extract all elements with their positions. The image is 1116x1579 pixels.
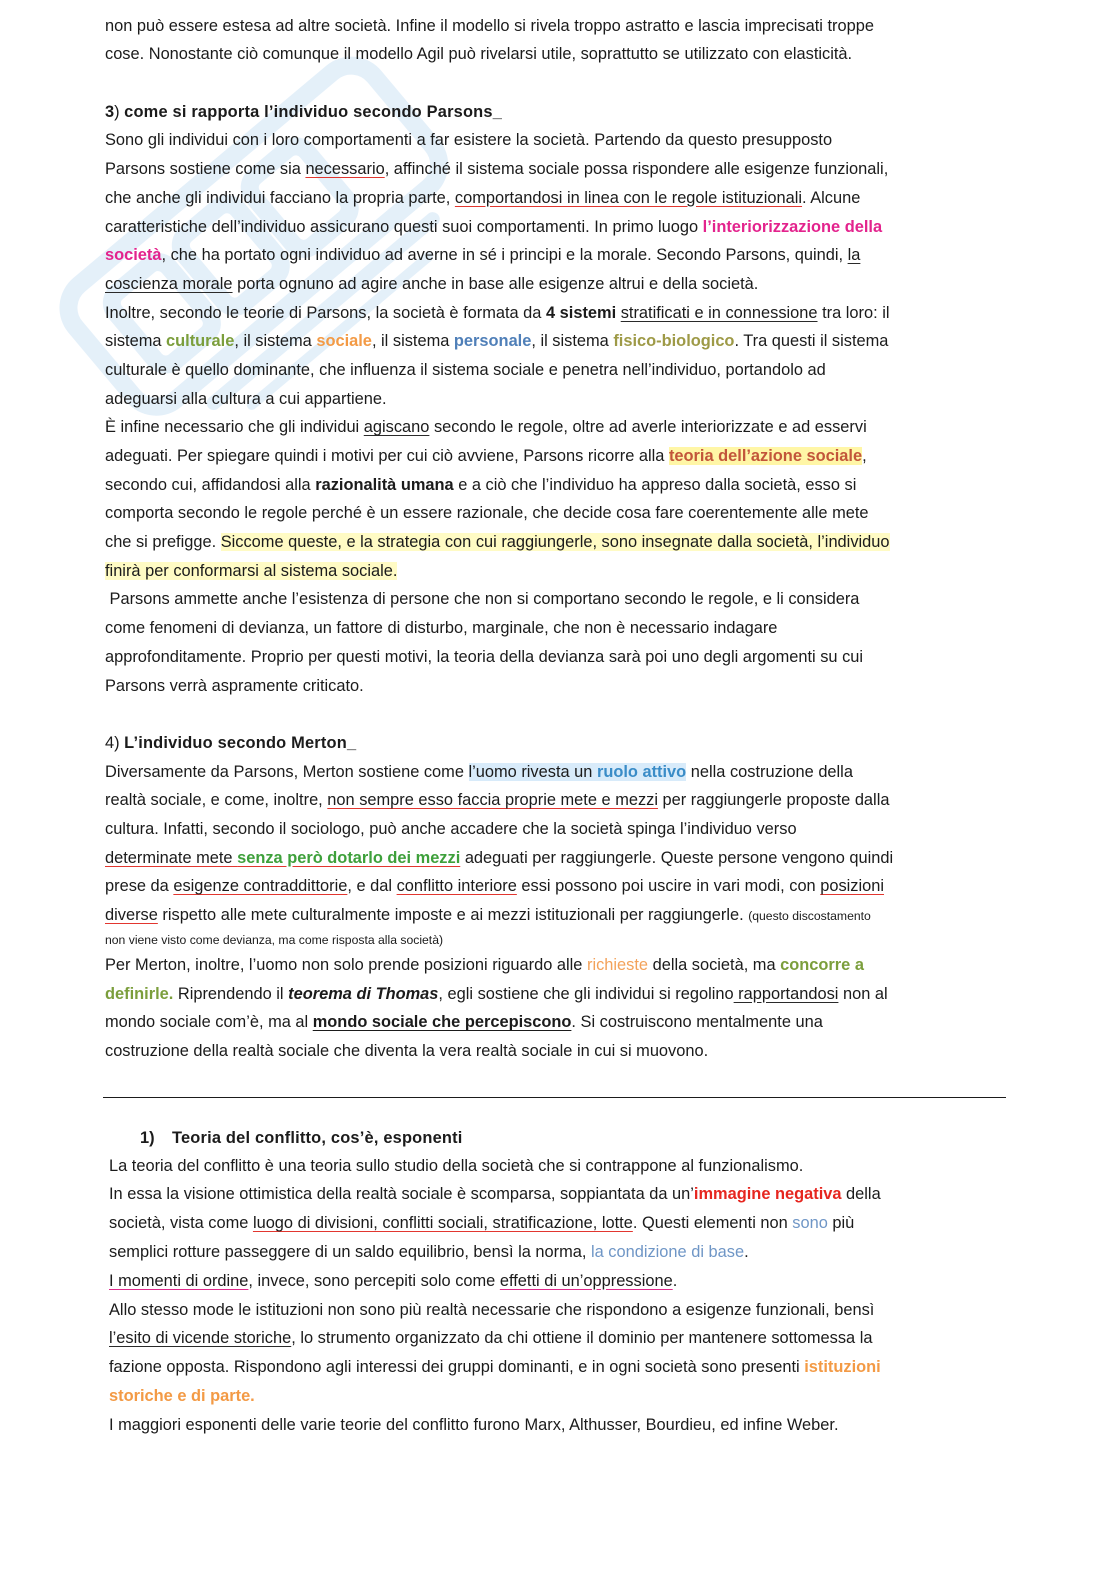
- text-line: [105, 815, 893, 844]
- text-run: Riprendendo il: [173, 984, 289, 1003]
- underlined-text: la: [847, 246, 861, 265]
- text-run: Allo stesso mode le istituzioni non sono più realtà necessarie che rispondono a esigenze funzionali, bensì: [109, 1300, 875, 1319]
- blank-line: [105, 69, 893, 98]
- text-run: secondo le regole, oltre ad averle interiorizzate e ad esservi: [429, 418, 867, 437]
- text-line: [105, 241, 893, 270]
- yellow-highlighted-text: finirà per conformarsi al sistema sociale.: [105, 561, 398, 580]
- magenta-emphasis: società: [105, 246, 162, 265]
- text-line: [105, 1037, 893, 1066]
- text-line: [109, 1324, 881, 1353]
- text-run: prese da: [105, 877, 174, 896]
- text-run: , il sistema: [531, 332, 614, 351]
- text-run: e a ciò che l’individuo ha appreso dalla società, esso si: [453, 475, 857, 494]
- text-run: che anche gli individui facciano la propria parte,: [105, 188, 455, 207]
- text-line: [105, 442, 893, 471]
- section-conflict-theory: [109, 1152, 881, 1440]
- section-heading: L’individuo secondo Merton_: [124, 733, 357, 752]
- text-line: [105, 729, 893, 758]
- text-run: porta ognuno ad agire anche in base alle esigenze altrui e della società.: [232, 274, 759, 293]
- text-run: Sono gli individui con i loro comportamenti a far esistere la società. Partendo da questo presupposto: [105, 131, 833, 150]
- text-line: [105, 872, 893, 901]
- text-line: [109, 1353, 881, 1382]
- text-line: [105, 98, 893, 127]
- text-run: È infine necessario che gli individui: [105, 418, 364, 437]
- text-line: [105, 327, 893, 356]
- section-parsons-merton: [105, 12, 893, 1066]
- text-line: [105, 643, 893, 672]
- text-run: sistema: [105, 332, 167, 351]
- text-line: [105, 980, 893, 1009]
- text-run: Diversamente da Parsons, Merton sostiene come: [105, 762, 469, 781]
- steel-blue-text: sono: [792, 1214, 828, 1233]
- text-run: per raggiungerle proposte dalla: [658, 791, 890, 810]
- text-run: della società, ma: [648, 955, 781, 974]
- heading-number: ): [114, 102, 125, 121]
- text-line: [105, 786, 893, 815]
- green-emphasis: definirle.: [105, 984, 174, 1003]
- text-line: [105, 614, 893, 643]
- text-run: adeguarsi alla cultura a cui appartiene.: [105, 389, 387, 408]
- text-line: [105, 901, 893, 930]
- highlighted-term: teoria dell’azione sociale: [668, 447, 863, 465]
- text-line: [105, 40, 893, 69]
- orange-emphasis: storiche e di parte.: [109, 1386, 255, 1405]
- text-line: [109, 1209, 881, 1238]
- text-run: adeguati. Per spiegare quindi i motivi per cui ciò avviene, Parsons ricorre alla: [105, 447, 669, 465]
- text-run: cultura. Infatti, secondo il sociologo, può anche accadere che la società spinga l’individuo verso: [105, 819, 797, 838]
- magenta-underlined-text: effetti di un’oppressione: [499, 1271, 673, 1290]
- underlined-text: rapportandosi: [733, 984, 839, 1003]
- text-line: [105, 12, 893, 41]
- text-line: [105, 585, 893, 614]
- text-run: approfonditamente. Proprio per questi motivi, la teoria della devianza sarà poi uno degli argomenti su cui: [105, 647, 864, 666]
- blue-highlighted-text: l’uomo rivesta un: [468, 762, 597, 781]
- text-run: . Tra questi il sistema: [734, 332, 889, 351]
- green-underlined-emphasis: senza però dotarlo dei mezzi: [237, 848, 461, 867]
- bold-italic-text: teorema di Thomas: [288, 984, 439, 1003]
- text-run: , affinché il sistema sociale possa rispondere alle esigenze funzionali,: [384, 160, 889, 179]
- text-run: che si prefigge.: [105, 533, 221, 552]
- orange-text: richieste: [586, 955, 649, 974]
- heading-number: 4): [105, 733, 125, 752]
- text-run: , egli sostiene che gli individui si regolino: [438, 984, 734, 1003]
- text-run: , che ha portato ogni individuo ad averne in sé i principi e la morale. Secondo Parsons, quindi,: [161, 246, 848, 265]
- text-run: semplici rotture passeggere di un saldo equilibrio, bensì la norma,: [109, 1242, 591, 1261]
- text-run: ,: [862, 447, 867, 465]
- red-underlined-text: luogo di divisioni, conflitti sociali, stratificazione, lotte: [252, 1214, 633, 1233]
- text-run: società, vista come: [109, 1214, 253, 1233]
- olive-emphasis: fisico-biologico: [613, 332, 735, 351]
- text-line: [105, 126, 893, 155]
- blank-line: [105, 700, 893, 729]
- red-emphasis: immagine negativa: [693, 1185, 842, 1204]
- underlined-text: l’esito di vicende storiche: [109, 1329, 292, 1348]
- steel-blue-text: la condizione di base: [590, 1242, 745, 1261]
- text-run: Per Merton, inoltre, l’uomo non solo prende posizioni riguardo alle: [105, 955, 587, 974]
- text-run: più: [827, 1214, 855, 1233]
- small-note: (questo discostamento: [748, 909, 871, 923]
- red-underlined-text: comportandosi in linea con le regole istituzionali: [454, 188, 803, 207]
- red-underlined-text: posizioni: [820, 877, 885, 896]
- heading-number: 1): [140, 1128, 155, 1147]
- text-line: [105, 672, 893, 701]
- text-run: non al: [838, 984, 888, 1003]
- text-line: [105, 471, 893, 500]
- red-underlined-text: esigenze contraddittorie: [173, 877, 348, 896]
- text-run: . Si costruiscono mentalmente una: [571, 1013, 823, 1032]
- text-line: [105, 270, 893, 299]
- red-underlined-text: diverse: [105, 906, 158, 924]
- text-run: secondo cui, affidandosi alla: [105, 475, 316, 494]
- text-run: nella costruzione della: [686, 762, 853, 781]
- text-run: .: [672, 1271, 678, 1290]
- heading-number: 3: [105, 102, 115, 121]
- red-underlined-text: necessario: [305, 160, 385, 179]
- text-line: [109, 1238, 881, 1267]
- text-run: , il sistema: [234, 332, 317, 351]
- red-underlined-text: conflitto interiore: [396, 877, 517, 896]
- text-run: fazione opposta. Rispondono agli interessi dei gruppi dominanti, e in ogni società sono presenti: [109, 1358, 805, 1377]
- blue-emphasis: personale: [453, 332, 532, 351]
- text-line: [105, 557, 893, 586]
- small-note: non viene visto come devianza, ma come risposta alla società): [105, 932, 444, 947]
- text-run: della: [841, 1185, 881, 1204]
- text-run: rispetto alle mete culturalmente imposte e ai mezzi istituzionali per raggiungerle.: [157, 906, 749, 924]
- text-run: costruzione della realtà sociale che diventa la vera realtà sociale in cui si muovono.: [105, 1042, 709, 1061]
- text-run: tra loro: il: [817, 303, 890, 322]
- bold-text: razionalità umana: [315, 475, 454, 494]
- orange-emphasis: sociale: [316, 332, 372, 351]
- text-run: Parsons sostiene come sia: [105, 160, 306, 179]
- text-run: non può essere estesa ad altre società. Infine il modello si rivela troppo astratto e lascia imprecisati troppe: [105, 16, 874, 35]
- text-line: [105, 499, 893, 528]
- text-run: . Alcune: [802, 188, 861, 207]
- text-run: , lo strumento organizzato da chi ottiene il dominio per mantenere sottomessa la: [291, 1329, 873, 1348]
- horizontal-rule: [103, 1097, 1006, 1098]
- underlined-text: stratificati e in connessione: [620, 303, 818, 322]
- text-run: comporta secondo le regole perché è un essere razionale, che decide cosa fare coerentemente alle mete: [105, 504, 869, 523]
- green-emphasis: culturale: [166, 332, 235, 351]
- text-run: culturale è quello dominante, che influenza il sistema sociale e penetra nell’individuo, portandolo ad: [105, 360, 826, 379]
- text-line: [109, 1180, 881, 1209]
- text-run: Inoltre, secondo le teorie di Parsons, la società è formata da: [105, 303, 546, 322]
- text-run: essi possono poi uscire in vari modi, con: [516, 877, 821, 896]
- text-run: Parsons verrà aspramente criticato.: [105, 676, 364, 695]
- text-run: , il sistema: [371, 332, 454, 351]
- text-run: adeguati per raggiungerle. Queste persone vengono quindi: [460, 848, 894, 867]
- text-line: [109, 1267, 881, 1296]
- text-run: caratteristiche dell’individuo assicurano questi suoi comportamenti. In primo luogo: [105, 217, 703, 236]
- text-line: [105, 1008, 893, 1037]
- yellow-highlighted-text: Siccome queste, e la strategia con cui raggiungerle, sono insegnate dalla società, l’individuo: [220, 533, 890, 552]
- section-heading: Teoria del conflitto, cos’è, esponenti: [172, 1128, 463, 1147]
- text-run: La teoria del conflitto è una teoria sullo studio della società che si contrappone al funzionalismo.: [109, 1156, 804, 1175]
- text-line: [105, 951, 893, 980]
- orange-emphasis: istituzioni: [804, 1358, 881, 1377]
- text-run: realtà sociale, e come, inoltre,: [105, 791, 328, 810]
- text-line: [109, 1152, 881, 1181]
- text-line: [105, 356, 893, 385]
- underlined-text: agiscano: [363, 418, 430, 437]
- text-run: , e dal: [347, 877, 397, 896]
- conflict-heading: [140, 1124, 463, 1153]
- bold-underlined-text: mondo sociale che percepiscono: [312, 1013, 572, 1032]
- text-line: [105, 844, 893, 873]
- text-line: [109, 1411, 881, 1440]
- text-line: [105, 758, 893, 787]
- text-line: [105, 299, 893, 328]
- blue-highlighted-term: ruolo attivo: [596, 762, 687, 781]
- text-line: [109, 1296, 881, 1325]
- text-line: [105, 930, 893, 951]
- text-run: . Questi elementi non: [632, 1214, 793, 1233]
- text-run: , invece, sono percepiti solo come: [248, 1271, 500, 1290]
- underlined-text: coscienza morale: [105, 274, 233, 293]
- text-line: [140, 1124, 463, 1153]
- text-run: come fenomeni di devianza, un fattore di disturbo, marginale, che non è necessario indagare: [105, 619, 778, 638]
- bold-text: 4 sistemi: [545, 303, 617, 322]
- text-run: cose. Nonostante ciò comunque il modello Agil può rivelarsi utile, soprattutto se utilizzato con elasticità.: [105, 45, 853, 64]
- magenta-underlined-text: I momenti di ordine: [109, 1271, 249, 1290]
- red-underlined-text: non sempre esso faccia proprie mete e mezzi: [327, 791, 658, 810]
- section-heading: come si rapporta l’individuo secondo Parsons_: [124, 102, 503, 121]
- text-line: [105, 413, 893, 442]
- text-line: [109, 1382, 881, 1411]
- text-line: [105, 528, 893, 557]
- text-run: mondo sociale com’è, ma al: [105, 1013, 313, 1032]
- text-run: .: [744, 1242, 749, 1261]
- text-run: In essa la visione ottimistica della realtà sociale è scomparsa, soppiantata da un’: [109, 1185, 694, 1204]
- text-run: Parsons ammette anche l’esistenza di persone che non si comportano secondo le regole, e li considera: [105, 590, 860, 609]
- text-line: [105, 213, 893, 242]
- magenta-emphasis: l’interiorizzazione della: [702, 217, 883, 236]
- text-line: [105, 385, 893, 414]
- green-emphasis: concorre a: [780, 955, 864, 974]
- text-line: [105, 155, 893, 184]
- red-underlined-text: determinate mete: [105, 848, 238, 867]
- text-line: [105, 184, 893, 213]
- text-run: I maggiori esponenti delle varie teorie del conflitto furono Marx, Althusser, Bourdieu, ed infine Weber.: [109, 1415, 839, 1434]
